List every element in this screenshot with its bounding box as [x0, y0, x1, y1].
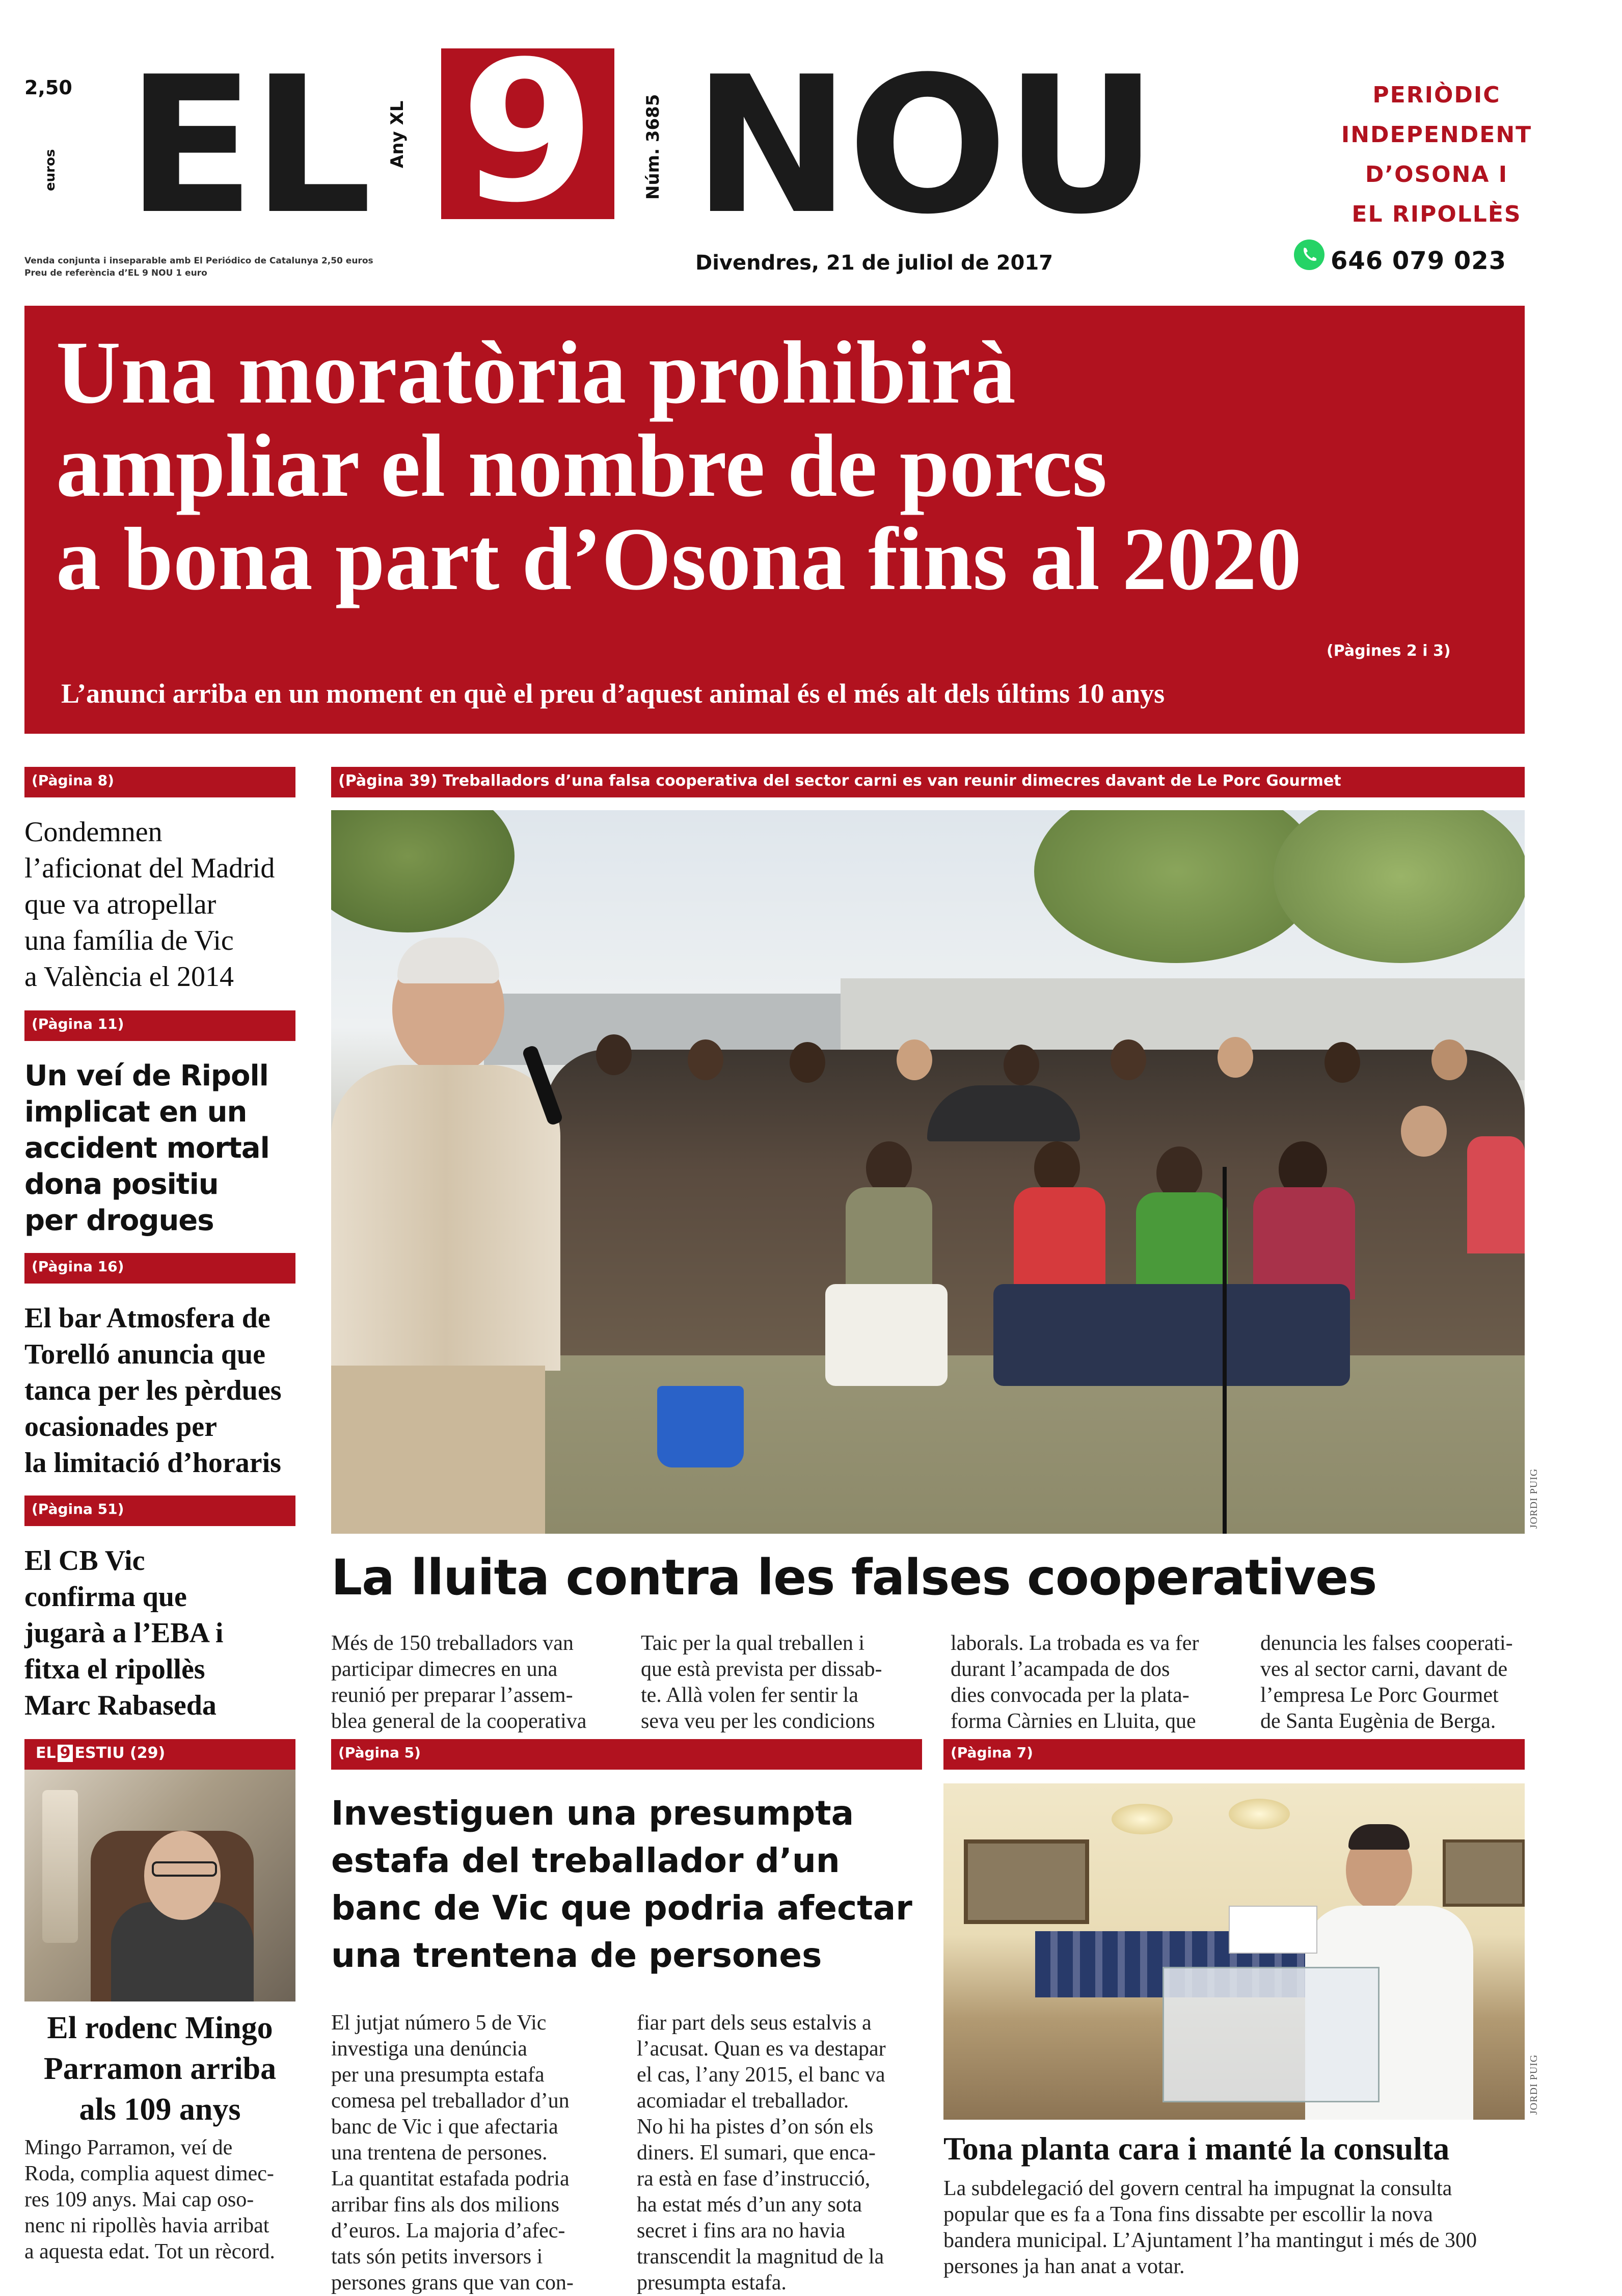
main-photo-credit: JORDI PUIG: [1528, 1468, 1539, 1529]
main-headline: La lluita contra les falses cooperatives: [331, 1549, 1377, 1606]
person-head: [596, 1034, 632, 1075]
body-line: Més de 150 treballadors van: [331, 1632, 574, 1655]
page-label: (Pàgina 51): [24, 1496, 295, 1526]
vote-photo: [943, 1783, 1525, 2120]
wall-picture: [1443, 1839, 1525, 1907]
sale-note-line: Preu de referència d’EL 9 NOU 1 euro: [24, 268, 207, 278]
headline-line: una trentena de persones: [331, 1936, 822, 1975]
body-line: investiga una denúncia: [331, 2037, 527, 2061]
body-line: tats són petits inversors i: [331, 2245, 543, 2268]
speaker-shirt: [331, 1065, 560, 1371]
body-line: forma Càrnies en Lluita, que: [951, 1710, 1196, 1733]
person-head: [1431, 1039, 1467, 1080]
ballot-paper: [1229, 1906, 1317, 1954]
sidebar-headline: [24, 1300, 282, 1481]
body-line: comesa pel treballador d’un: [331, 2089, 570, 2113]
body-line: banc de Vic i que afectaria: [331, 2115, 558, 2139]
main-body-column: [641, 1631, 926, 1734]
body-line: No hi ha pistes d’on són els: [637, 2115, 874, 2139]
whatsapp-icon: [1294, 239, 1324, 270]
main-caption: (Pàgina 39) Treballadors d’una falsa cooperativa del sector carni es van reunir dimecres davant de Le Porc Gourmet: [331, 767, 1525, 797]
body-line: de Santa Eugènia de Berga.: [1260, 1710, 1496, 1733]
tagline-line: EL RIPOLLÈS: [1351, 201, 1522, 227]
person-head: [897, 1039, 932, 1080]
headline-line: estafa del treballador d’un: [331, 1841, 840, 1880]
portrait-lamp: [42, 1790, 78, 1943]
lead-story-box: [24, 306, 1525, 734]
body-line: laborals. La trobada es va fer: [951, 1632, 1199, 1655]
vote-photo-credit: JORDI PUIG: [1528, 2054, 1539, 2115]
estiu-label: [24, 1739, 295, 1770]
headline-line: Un veí de Ripoll: [24, 1059, 268, 1092]
body-line: transcendit la magnitud de la: [637, 2245, 884, 2268]
logo-nou: NOU: [693, 37, 1155, 256]
body-line: popular que es fa a Tona fins dissabte per escollir la nova: [943, 2203, 1433, 2226]
headline-line: que va atropellar: [24, 889, 217, 920]
body-line: l’empresa Le Porc Gourmet: [1260, 1684, 1499, 1707]
estiu-brand-rest: ESTIU (29): [74, 1744, 166, 1762]
sidebar-headline: [24, 1058, 269, 1239]
tree: [331, 810, 515, 932]
lead-headline-line: a bona part d’Osona fins al 2020: [56, 510, 1302, 609]
headline-line: tanca per les pèrdues: [24, 1375, 282, 1406]
body-line: d’euros. La majoria d’afec-: [331, 2219, 565, 2242]
estiu-brand-el: EL: [36, 1744, 56, 1762]
person-white-trousers: [825, 1284, 948, 1386]
headline-line: confirma que: [24, 1581, 187, 1613]
chandelier: [1229, 1799, 1290, 1829]
main-body-column: [951, 1631, 1236, 1734]
page-label: (Pàgina 11): [24, 1010, 295, 1041]
headline-line: per drogues: [24, 1204, 214, 1237]
headline-line: a València el 2014: [24, 961, 234, 993]
voter-hair: [1348, 1824, 1410, 1850]
headline-line: Investiguen una presumpta: [331, 1794, 854, 1833]
logo-el: EL: [126, 37, 369, 256]
headline-line: accident mortal: [24, 1132, 269, 1165]
headline-line: Marc Rabaseda: [24, 1690, 217, 1721]
lead-subhead: L’anunci arriba en un moment en què el preu d’aquest animal és el més alt dels últims 10 anys: [61, 678, 1165, 709]
chandelier: [1112, 1804, 1173, 1834]
lead-pages: (Pàgines 2 i 3): [1327, 642, 1451, 660]
body-line: nenc ni ripollès havia arribat: [24, 2214, 269, 2237]
person-red-shirt: [1467, 1136, 1525, 1253]
story5-body-column: [637, 2010, 922, 2296]
story5-headline: [331, 1790, 912, 1979]
body-line: res 109 anys. Mai cap oso-: [24, 2188, 254, 2211]
page-label: (Pàgina 7): [943, 1739, 1525, 1770]
headline-line: fitxa el ripollès: [24, 1653, 205, 1685]
main-body-column: [1260, 1631, 1546, 1734]
headline-line: Condemnen: [24, 816, 163, 848]
speaker-hair: [397, 938, 499, 983]
headline-line: la limitació d’horaris: [24, 1447, 281, 1479]
person-red-top: [1014, 1187, 1105, 1289]
main-body-column: [331, 1631, 616, 1734]
logo-nine: 9: [460, 19, 596, 245]
person-head: [1111, 1039, 1146, 1080]
headline-line: una família de Vic: [24, 925, 234, 956]
wall-picture: [964, 1839, 1089, 1924]
ballot-box: [1163, 1967, 1380, 2102]
body-line: ha estat més d’un any sota: [637, 2193, 862, 2217]
tagline-line: INDEPENDENT: [1341, 122, 1532, 148]
tree: [1274, 810, 1525, 963]
headline-line: El bar Atmosfera de: [24, 1302, 271, 1334]
body-line: acomiadar el treballador.: [637, 2089, 849, 2113]
year-label: Any XL: [387, 100, 408, 168]
headline-line: El rodenc Mingo: [47, 2011, 273, 2045]
body-line: durant l’acampada de dos: [951, 1658, 1170, 1681]
body-line: bandera municipal. L’Ajuntament l’ha mantingut i més de 300: [943, 2229, 1477, 2252]
person-head: [1218, 1037, 1253, 1078]
body-line: presumpta estafa.: [637, 2271, 787, 2294]
headline-line: ocasionades per: [24, 1411, 217, 1443]
person-floral-top: [1253, 1187, 1355, 1299]
speaker-trousers: [331, 1366, 545, 1534]
page-label: (Pàgina 5): [331, 1739, 922, 1770]
headline-line: l’aficionat del Madrid: [24, 852, 275, 884]
body-line: La quantitat estafada podria: [331, 2167, 570, 2191]
seated-legs: [993, 1284, 1350, 1386]
tagline-line: PERIÒDIC: [1372, 82, 1501, 108]
estiu-body: [24, 2135, 310, 2265]
body-line: secret i fins ara no havia: [637, 2219, 846, 2242]
person-head: [1401, 1106, 1447, 1157]
headline-line: Parramon arriba: [43, 2051, 277, 2086]
headline-line: dona positiu: [24, 1168, 219, 1201]
estiu-brand: [36, 1744, 165, 1762]
person-head: [688, 1039, 723, 1080]
issue-date: Divendres, 21 de juliol de 2017: [695, 251, 1053, 275]
blue-bucket: [657, 1386, 744, 1467]
body-line: persones ja han anat a votar.: [943, 2255, 1185, 2278]
story5-body-column: [331, 2010, 616, 2296]
body-line: dies convocada per la plata-: [951, 1684, 1190, 1707]
body-line: blea general de la cooperativa: [331, 1710, 587, 1733]
lead-headline: [56, 323, 1302, 609]
logo-nine-box: [441, 19, 614, 245]
body-line: diners. El sumari, que enca-: [637, 2141, 876, 2165]
body-line: Taic per la qual treballen i: [641, 1632, 865, 1655]
body-line: a aquesta edat. Tot un rècord.: [24, 2240, 275, 2263]
tagline: [1274, 75, 1600, 234]
story7-body: [943, 2176, 1525, 2280]
body-line: La subdelegació del govern central ha impugnat la consulta: [943, 2177, 1452, 2200]
sidebar-headline: [24, 814, 275, 995]
body-line: l’acusat. Quan es va destapar: [637, 2037, 886, 2061]
page-label: (Pàgina 16): [24, 1253, 295, 1284]
mic-stand: [1223, 1167, 1227, 1534]
person-head: [1324, 1042, 1360, 1083]
body-line: Roda, complia aquest dimec-: [24, 2162, 274, 2185]
page-label: (Pàgina 8): [24, 767, 295, 797]
body-line: reunió per preparar l’assem-: [331, 1684, 573, 1707]
body-line: El jutjat número 5 de Vic: [331, 2011, 547, 2035]
body-line: que està prevista per dissab-: [641, 1658, 882, 1681]
body-line: Mingo Parramon, veí de: [24, 2136, 233, 2159]
estiu-brand-nine: 9: [58, 1745, 73, 1762]
body-line: seva veu per les condicions: [641, 1710, 875, 1733]
story7-headline: Tona planta cara i manté la consulta: [943, 2130, 1450, 2167]
price: 2,50: [24, 76, 72, 99]
sale-note-line: Venda conjunta i inseparable amb El Periódico de Catalunya 2,50 euros: [24, 256, 373, 266]
person-green-top: [1136, 1192, 1228, 1289]
lead-headline-line: ampliar el nombre de porcs: [56, 416, 1107, 516]
portrait-glasses: [152, 1861, 217, 1877]
headline-line: Torelló anuncia que: [24, 1339, 266, 1370]
body-line: ra està en fase d’instrucció,: [637, 2167, 871, 2191]
body-line: arribar fins als dos milions: [331, 2193, 559, 2217]
body-line: per una presumpta estafa: [331, 2063, 545, 2087]
headline-line: banc de Vic que podria afectar: [331, 1888, 912, 1928]
body-line: ves al sector carni, davant de: [1260, 1658, 1508, 1681]
body-line: participar dimecres en una: [331, 1658, 558, 1681]
person-head: [1004, 1045, 1039, 1085]
lead-headline-line: Una moratòria prohibirà: [56, 323, 1016, 422]
sidebar-headline: [24, 1543, 223, 1724]
estiu-headline: [24, 2008, 295, 2130]
body-line: persones grans que van con-: [331, 2271, 574, 2294]
price-currency: euros: [43, 149, 58, 191]
body-line: denuncia les falses cooperati-: [1260, 1632, 1513, 1655]
body-line: te. Allà volen fer sentir la: [641, 1684, 858, 1707]
headline-line: als 109 anys: [79, 2092, 241, 2127]
headline-line: El CB Vic: [24, 1545, 145, 1577]
portrait-photo: [24, 1770, 295, 2001]
main-photo: [331, 810, 1525, 1534]
headline-line: implicat en un: [24, 1096, 247, 1129]
tagline-line: D’OSONA I: [1365, 162, 1508, 188]
body-line: una trentena de persones.: [331, 2141, 548, 2165]
headline-line: jugarà a l’EBA i: [24, 1617, 224, 1649]
phone-number: 646 079 023: [1331, 247, 1507, 275]
sale-note: [24, 255, 373, 279]
body-line: fiar part dels seus estalvis a: [637, 2011, 872, 2035]
issue-number: Núm. 3685: [643, 94, 663, 200]
body-line: el cas, l’any 2015, el banc va: [637, 2063, 885, 2087]
person-head: [790, 1042, 825, 1083]
